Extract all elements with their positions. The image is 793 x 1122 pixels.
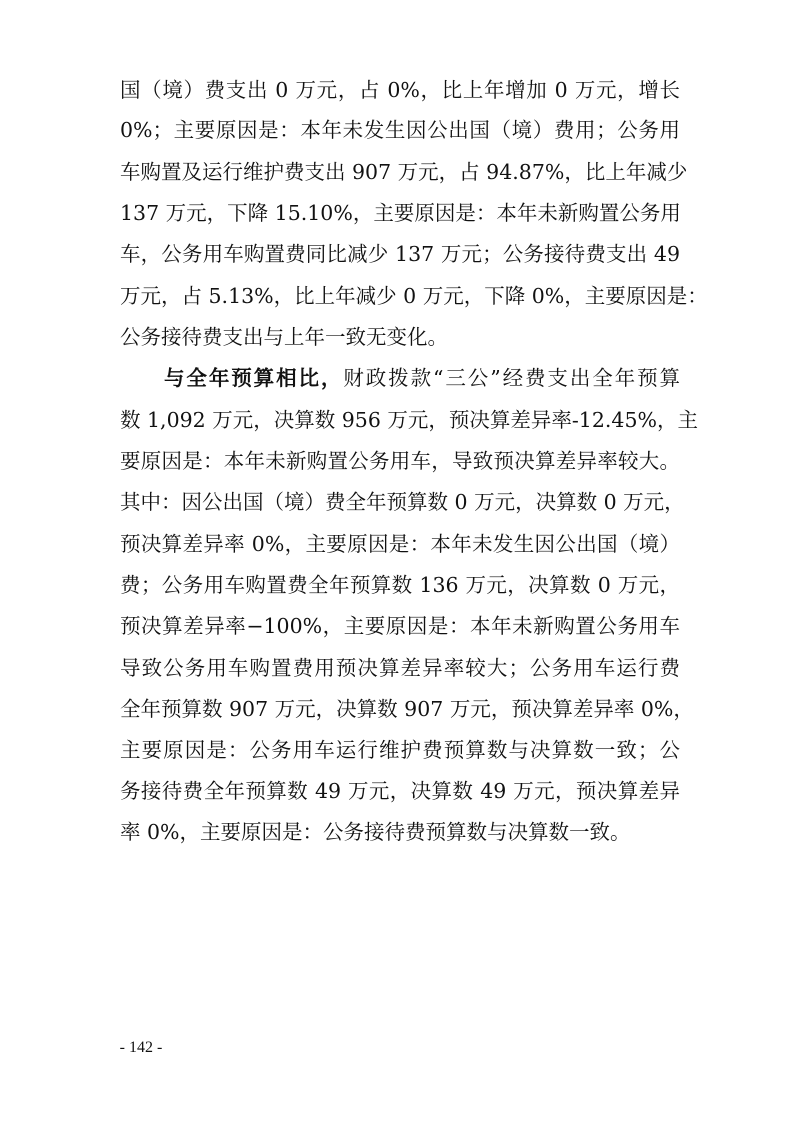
paragraph-2-line-12: 率 0%，主要原因是：公务接待费预算数与决算数一致。 bbox=[120, 820, 631, 844]
page-number: - 142 - bbox=[119, 1039, 163, 1056]
paragraph-2-line-6: 费；公务用车购置费全年预算数 136 万元，决算数 0 万元， bbox=[120, 573, 680, 597]
paragraph-2-line-7: 预决算差异率−100%，主要原因是：本年未新购置公务用车 bbox=[120, 614, 680, 638]
paragraph-2-heading: 与全年预算相比， bbox=[164, 366, 344, 390]
paragraph-2-line-3: 要原因是：本年未新购置公务用车，导致预决算差异率较大。 bbox=[120, 449, 680, 473]
paragraph-2-line-1-text: 财政拨款“三公”经费支出全年预算 bbox=[343, 366, 681, 390]
paragraph-2-line-5: 预决算差异率 0%，主要原因是：本年未发生因公出国（境） bbox=[120, 532, 680, 556]
paragraph-2-line-11: 务接待费全年预算数 49 万元，决算数 49 万元，预决算差异 bbox=[120, 779, 680, 803]
paragraph-2-line-1 bbox=[164, 358, 680, 398]
paragraph-2-line-9: 全年预算数 907 万元，决算数 907 万元，预决算差异率 0%， bbox=[120, 697, 694, 721]
paragraph-1-line-6: 万元，占 5.13%，比上年减少 0 万元，下降 0%，主要原因是： bbox=[120, 284, 708, 308]
paragraph-2-line-2: 数 1,092 万元，决算数 956 万元，预决算差异率-12.45%，主 bbox=[120, 408, 698, 432]
paragraph-1-line-2: 0%；主要原因是：本年未发生因公出国（境）费用；公务用 bbox=[120, 118, 680, 142]
paragraph-1-line-1: 国（境）费支出 0 万元，占 0%，比上年增加 0 万元，增长 bbox=[120, 78, 680, 102]
paragraph-2-line-8: 导致公务用车购置费用预决算差异率较大；公务用车运行费 bbox=[120, 656, 680, 680]
paragraph-2-line-10: 主要原因是：公务用车运行维护费预算数与决算数一致；公 bbox=[120, 738, 680, 762]
paragraph-1-line-4: 137 万元，下降 15.10%，主要原因是：本年未新购置公务用 bbox=[120, 201, 681, 225]
paragraph-1-line-5: 车，公务用车购置费同比减少 137 万元；公务接待费支出 49 bbox=[120, 242, 680, 266]
paragraph-1-line-3: 车购置及运行维护费支出 907 万元，占 94.87%，比上年减少 bbox=[120, 160, 688, 184]
paragraph-1-line-7: 公务接待费支出与上年一致无变化。 bbox=[120, 325, 448, 349]
paragraph-2-line-4: 其中：因公出国（境）费全年预算数 0 万元，决算数 0 万元， bbox=[120, 490, 685, 514]
